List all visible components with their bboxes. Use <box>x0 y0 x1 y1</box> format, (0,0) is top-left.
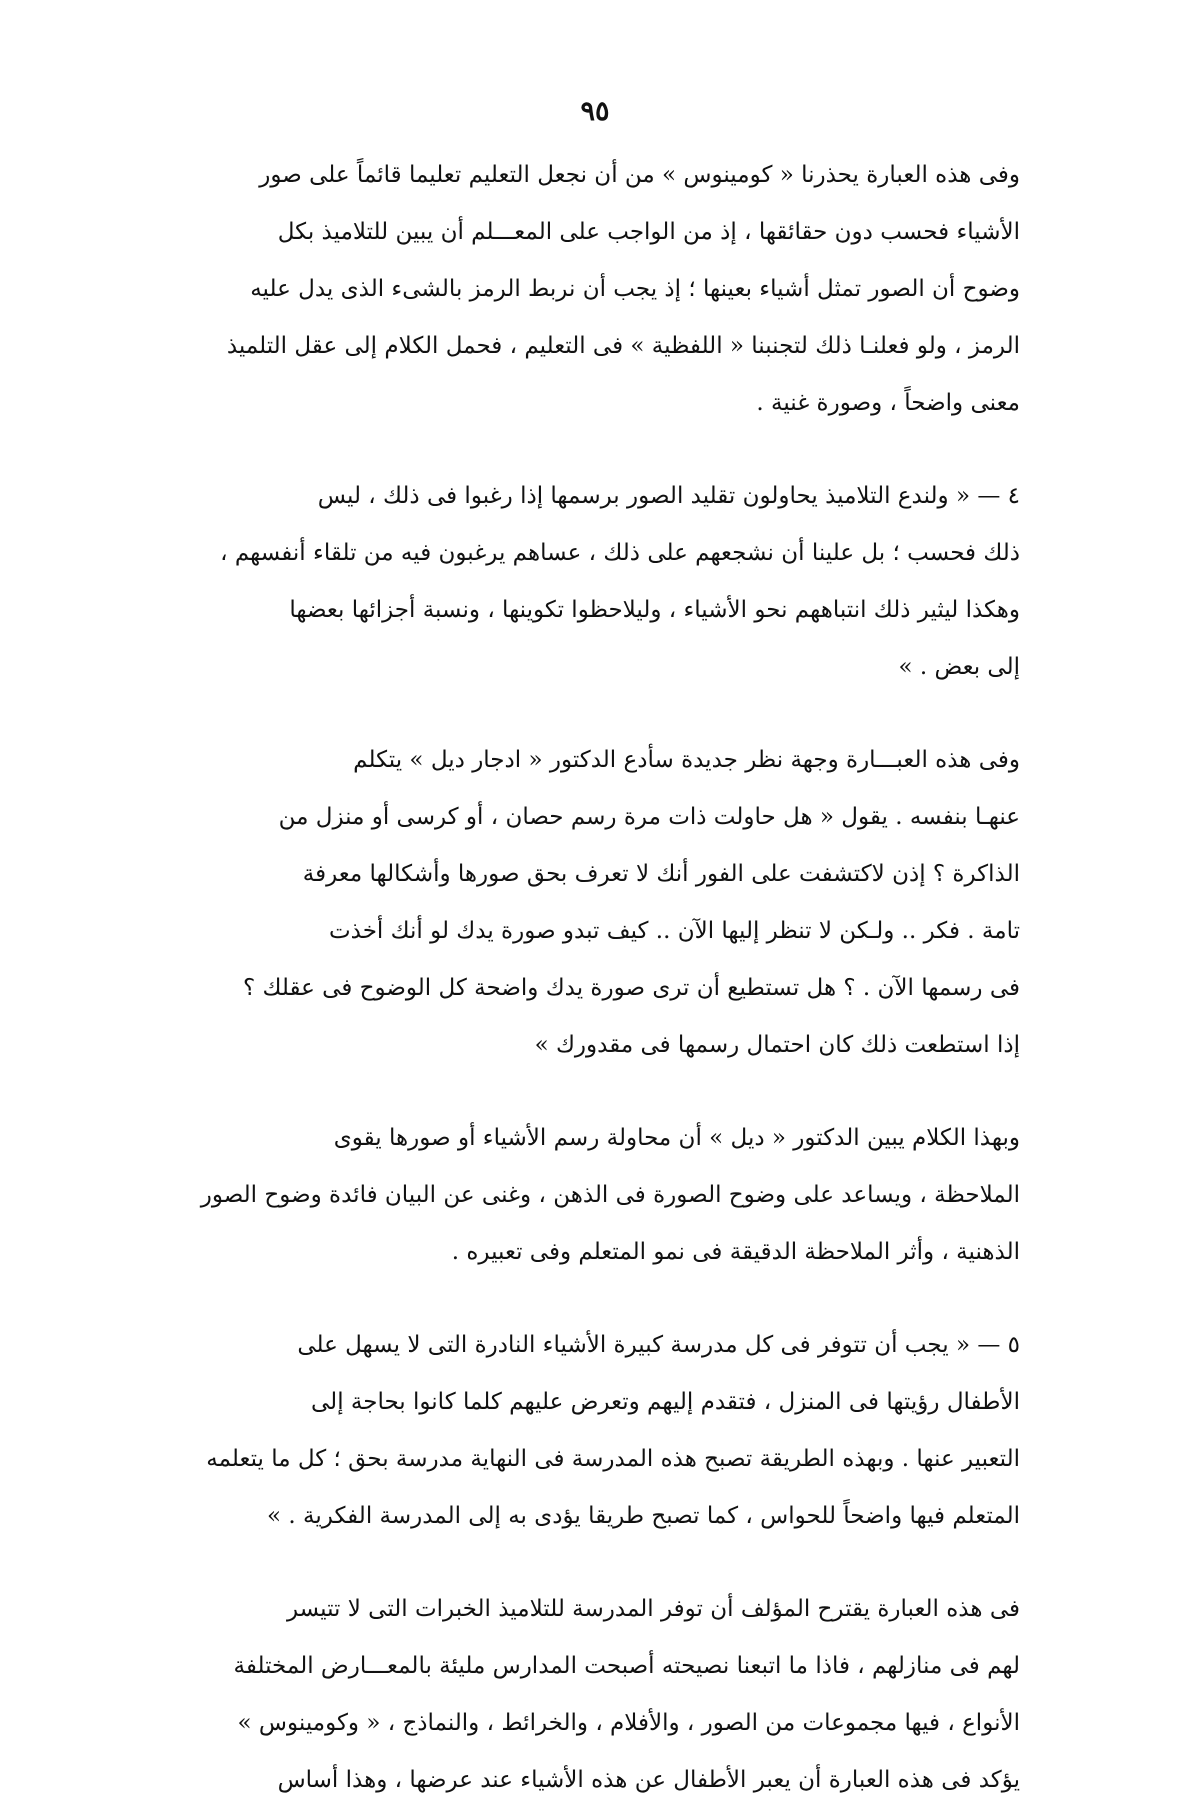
text-line: تامة . فكر .. ولـكن لا تنظر إليها الآن .. كيف تبدو صورة يدك لو أنك أخذت <box>328 918 1020 944</box>
text-line: المتعلم فيها واضحاً للحواس ، كما تصبح طريقا يؤدى به إلى المدرسة الفكرية . » <box>267 1503 1020 1529</box>
text-line: فى هذه العبارة يقترح المؤلف أن توفر المدرسة للتلاميذ الخبرات التى لا تتيسر <box>286 1596 1020 1622</box>
text-line: وفى هذه العبارة يحذرنا « كومينوس » من أن نجعل التعليم تعليما قائماً على صور <box>259 162 1020 188</box>
text-line: ٥ — « يجب أن تتوفر فى كل مدرسة كبيرة الأشياء النادرة التى لا يسهل على <box>297 1332 1020 1358</box>
text-line: وهكذا ليثير ذلك انتباههم نحو الأشياء ، وليلاحظوا تكوينها ، ونسبة أجزائها بعضها <box>289 597 1020 623</box>
text-line: الذهنية ، وأثر الملاحظة الدقيقة فى نمو المتعلم وفى تعبيره . <box>451 1239 1020 1265</box>
text-line: يؤكد فى هذه العبارة أن يعبر الأطفال عن هذه الأشياء عند عرضها ، وهذا أساس <box>277 1767 1020 1793</box>
text-line: ٤ — « ولندع التلاميذ يحاولون تقليد الصور برسمها إذا رغبوا فى ذلك ، ليس <box>317 483 1020 509</box>
page-body <box>170 147 1020 1809</box>
text-line: معنى واضحاً ، وصورة غنية . <box>756 390 1020 416</box>
text-line: إلى بعض . » <box>898 654 1020 680</box>
text-line: الأشياء فحسب دون حقائقها ، إذ من الواجب على المعـــلم أن يبين للتلاميذ بكل <box>277 219 1020 245</box>
text-line: وضوح أن الصور تمثل أشياء بعينها ؛ إذ يجب أن نربط الرمز بالشىء الذى يدل عليه <box>250 276 1020 302</box>
text-line: الملاحظة ، ويساعد على وضوح الصورة فى الذهن ، وغنى عن البيان فائدة وضوح الصور <box>200 1182 1020 1208</box>
page-number: ٩٥ <box>580 96 610 127</box>
book-page <box>170 95 1020 1809</box>
paragraph <box>170 1110 1020 1281</box>
paragraph <box>170 468 1020 696</box>
text-line: الأطفال رؤيتها فى المنزل ، فتقدم إليهم وتعرض عليهم كلما كانوا بحاجة إلى <box>311 1389 1020 1415</box>
text-line: ذلك فحسب ؛ بل علينا أن نشجعهم على ذلك ، عساهم يرغبون فيه من تلقاء أنفسهم ، <box>220 540 1020 566</box>
text-line: إذا استطعت ذلك كان احتمال رسمها فى مقدورك » <box>534 1032 1020 1058</box>
text-line: الأنواع ، فيها مجموعات من الصور ، والأفلام ، والخرائط ، والنماذج ، « وكومينوس » <box>237 1710 1020 1736</box>
paragraph <box>170 732 1020 1074</box>
paragraph <box>170 1581 1020 1809</box>
text-line: عنهـا بنفسه . يقول « هل حاولت ذات مرة رسم حصان ، أو كرسى أو منزل من <box>278 804 1020 830</box>
text-line: الذاكرة ؟ إذن لاكتشفت على الفور أنك لا تعرف بحق صورها وأشكالها معرفة <box>302 861 1020 887</box>
text-line: وفى هذه العبـــارة وجهة نظر جديدة سأدع الدكتور « ادجار ديل » يتكلم <box>353 747 1020 773</box>
text-line: فى رسمها الآن . ؟ هل تستطيع أن ترى صورة يدك واضحة كل الوضوح فى عقلك ؟ <box>242 975 1020 1001</box>
paragraph <box>170 147 1020 432</box>
text-line: وبهذا الكلام يبين الدكتور « ديل » أن محاولة رسم الأشياء أو صورها يقوى <box>333 1125 1020 1151</box>
paragraph <box>170 1317 1020 1545</box>
text-line: التعبير عنها . وبهذه الطريقة تصبح هذه المدرسة فى النهاية مدرسة بحق ؛ كل ما يتعلمه <box>206 1446 1020 1472</box>
text-line: لهم فى منازلهم ، فاذا ما اتبعنا نصيحته أصبحت المدارس مليئة بالمعـــارض المختلفة <box>233 1653 1020 1679</box>
text-line: الرمز ، ولو فعلنـا ذلك لتجنبنا « اللفظية » فى التعليم ، فحمل الكلام إلى عقل التلميذ <box>226 333 1020 359</box>
